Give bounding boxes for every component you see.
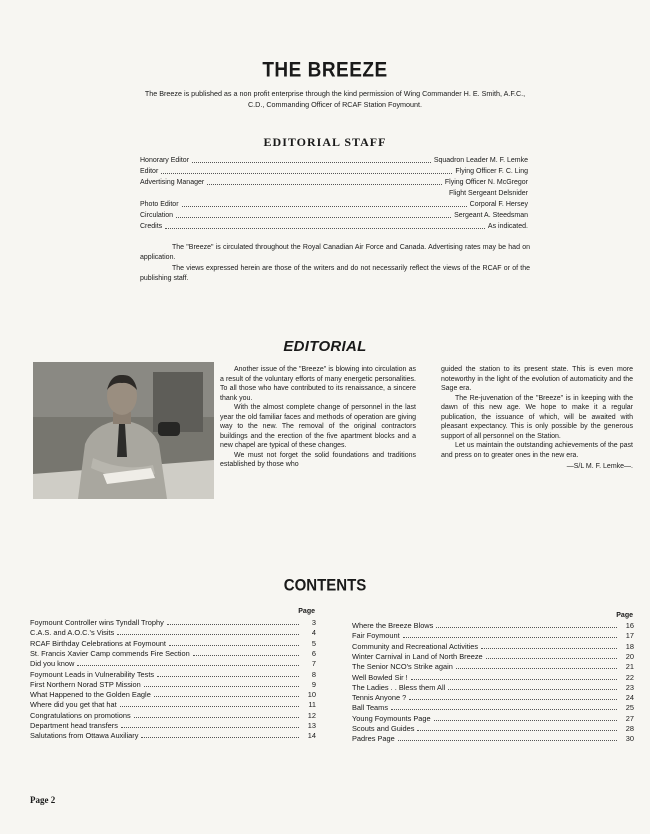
contents-entry-title: First Northern Norad STP Mission [30,679,141,689]
staff-name: As indicated. [487,223,528,230]
contents-entry [352,662,634,672]
editor-photo [33,362,214,499]
contents-entry-page: 22 [625,672,634,682]
contents-entry [30,731,316,741]
contents-entry-page: 27 [625,713,634,723]
contents-entry-page: 7 [311,659,316,669]
contents-entry-title: Foymount Controller wins Tyndall Trophy [30,618,164,627]
contents-entry-title: Scouts and Guides [352,724,415,733]
staff-role: Editor [140,168,159,175]
contents-entry [30,711,316,721]
contents-entry [30,639,316,649]
staff-name: Sergeant A. Steedsman [454,212,528,219]
contents-entry [352,703,634,713]
editorial-staff-heading: EDITORIAL STAFF [263,135,387,149]
contents-entry [352,673,634,683]
editorial-signature: —S/L M. F. Lemke—. [566,463,633,470]
contents-entry-page: 13 [307,721,316,730]
contents-entry [352,724,634,734]
contents-entry-title: Fair Foymount [352,631,400,641]
contents-entry-page: 20 [625,651,634,661]
staff-role: Advertising Manager [140,179,205,186]
contents-entry-page: 17 [625,631,634,641]
contents-entry [352,631,634,641]
contents-entry-page: 11 [308,700,316,710]
contents-entry-title: Salutations from Ottawa Auxiliary [30,731,139,741]
contents-entry-title: Padres Page [352,734,395,744]
contents-entry [30,659,316,669]
contents-entry-title: The Senior NCO's Strike again [352,662,453,672]
staff-row [140,221,528,232]
contents-entry-title: Winter Carnival in Land of North Breeze [352,651,483,661]
publication-note: The Breeze is published as a non profit enterprise through the kind permission of Wing Commander H. E. Smith, A.F.C., C.D., Commanding Officer of RCAF Station Foymount. [144,89,526,109]
editorial-heading: EDITORIAL [283,338,367,355]
staff-name: Corporal F. Hersey [469,201,528,208]
magazine-title: THE BREEZE [262,58,388,83]
contents-entry-title: Where did you get that hat [30,700,117,710]
contents-entry [352,693,634,703]
contents-entry-page: 23 [625,682,634,692]
contents-entry-page: 30 [625,734,634,744]
contents-entry-title: What Happened to the Golden Eagle [30,690,151,700]
page-number: Page 2 [30,795,56,805]
staff-row [140,210,528,221]
contents-entry-page: 18 [625,641,634,651]
staff-name: Flying Officer N. McGregor [444,179,528,186]
contents-entry [30,649,316,659]
contents-entry-page: 24 [625,693,634,703]
circulation-paragraph: The "Breeze" is circulated throughout the Royal Canadian Air Force and Canada. Advertising rates may be had on application. [140,244,530,261]
editorial-column-right: guided the station to its present state. This is even more noteworthy in the light of the evolution of automaticity and the Sage era. The Re-juvenation of the "Breeze" is in keeping with the dawn of this new age. We hope to make it a regular publication, the issuance of which, will be awaited with pleasant expectancy. This is only possible by the generous support of all personnel on the Station. Let us maintain the outstanding achievements of the past and press on to greater ones in the new era. —S/L M. F. Lemke—. [441,366,633,470]
contents-entry-page: 6 [311,648,316,658]
contents-entry-page: 14 [307,731,316,741]
contents-entry-page: 8 [311,669,316,679]
contents-entry-title: Foymount Leads in Vulnerability Tests [30,669,155,679]
contents-entry-page: 25 [625,703,634,713]
staff-name: Squadron Leader M. F. Lemke [433,157,528,164]
contents-entry [30,680,316,690]
editorial-column-left: Another issue of the "Breeze" is blowing into circulation as a result of the voluntary efforts of many energetic personalities. To all those who have contributed to its renaissance, a sincere thank you. With the almost complete change of personnel in the last year the old familiar faces and methods of operation are giving way to the new. The removal of the original contractors buildings and the erection of the five apartment blocks and a new chapel are typical of these changes. We must not forget the solid foundations and traditions established by those who [220,366,416,468]
contents-entry-title: RCAF Birthday Celebrations at Foymount [30,638,166,648]
staff-role: Photo Editor [140,201,179,208]
disclaimer-paragraph: The views expressed herein are those of the writers and do not necessarily reflect the views of the RCAF or of the publishing staff. [140,265,530,282]
contents-entry-page: 12 [307,710,316,720]
contents-entry-page: 28 [625,724,634,733]
staff-row [140,166,528,177]
contents-entry-title: Ball Teams [352,703,389,713]
staff-row [140,188,528,199]
contents-entry [352,642,634,652]
contents-entry-page: 10 [307,690,316,700]
page-column-label: Page [298,608,315,615]
contents-entry [30,700,316,710]
staff-name: Flight Sergeant Delsnider [449,190,528,197]
staff-role: Circulation [140,212,174,219]
contents-heading: CONTENTS [283,576,367,595]
contents-entry-title: Well Bowled Sir ! [352,672,408,682]
contents-entry-page: 4 [311,628,316,638]
staff-role: Credits [140,223,163,230]
staff-row [140,177,528,188]
contents-entry-page: 3 [311,618,316,627]
contents-entry [30,628,316,638]
staff-role: Honorary Editor [140,157,190,164]
contents-entry-page: 21 [625,662,634,672]
contents-entry-page: 16 [625,621,634,630]
contents-entry [30,618,316,628]
contents-entry [30,721,316,731]
contents-entry [352,714,634,724]
contents-entry-title: Young Foymounts Page [352,713,431,723]
page-column-label: Page [616,612,633,619]
staff-row [140,199,528,210]
contents-entry-title: Congratulations on promotions [30,710,131,720]
staff-name: Flying Officer F. C. Ling [455,168,528,175]
contents-entry-title: Did you know [30,659,75,669]
contents-entry-title: St. Francis Xavier Camp commends Fire Section [30,648,190,658]
contents-entry-title: Community and Recreational Activities [352,641,479,651]
contents-entry [352,683,634,693]
contents-entry [30,690,316,700]
contents-entry [30,670,316,680]
contents-entry [352,734,634,744]
contents-entry-page: 9 [311,679,316,689]
staff-row [140,155,528,166]
contents-entry-title: Tennis Anyone ? [352,693,407,703]
contents-entry [352,621,634,631]
contents-entry-title: Where the Breeze Blows [352,621,434,630]
contents-entry-page: 5 [311,638,316,648]
contents-entry-title: C.A.S. and A.O.C.'s Visits [30,628,115,638]
contents-entry-title: Department head transfers [30,721,118,730]
contents-entry [352,652,634,662]
contents-entry-title: The Ladies . . Bless them All [352,682,446,692]
